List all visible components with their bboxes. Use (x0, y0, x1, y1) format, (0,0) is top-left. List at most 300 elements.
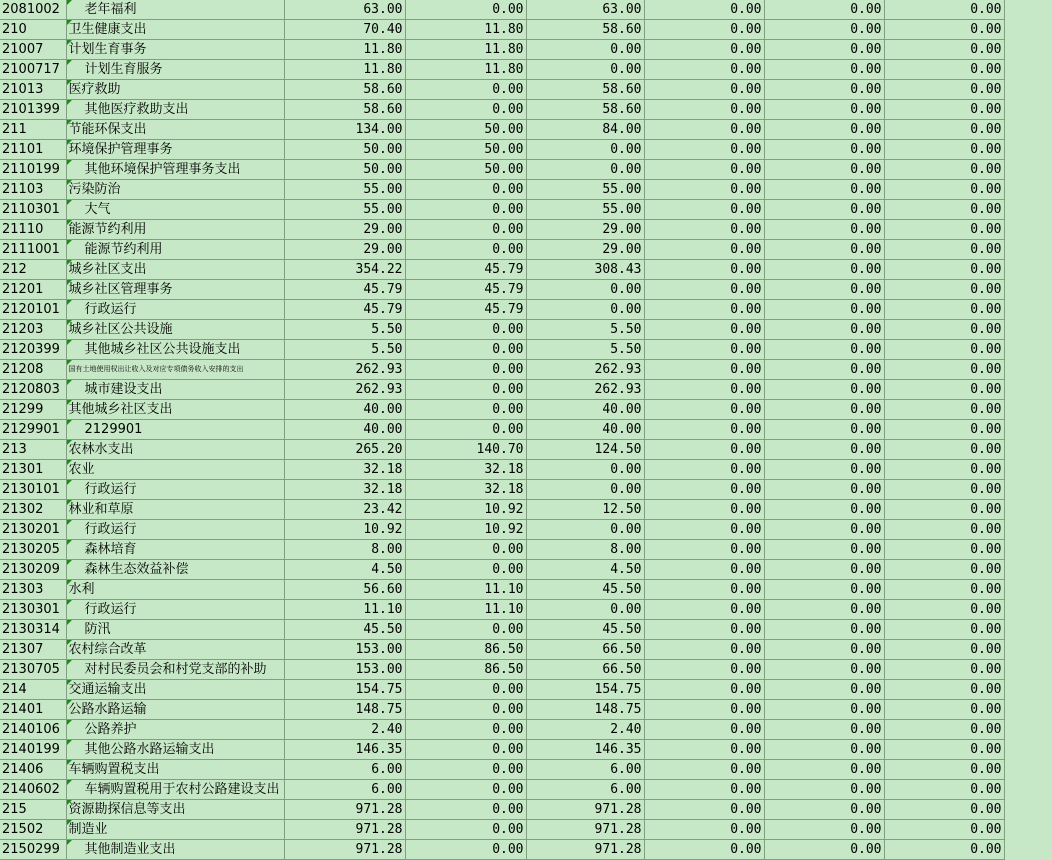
cell-value[interactable]: 0.00 (764, 520, 884, 540)
cell-value[interactable]: 0.00 (764, 260, 884, 280)
cell-value[interactable]: 0.00 (884, 200, 1004, 220)
cell-value[interactable]: 0.00 (884, 840, 1004, 860)
cell-value[interactable]: 32.18 (405, 460, 526, 480)
cell-code[interactable]: 21406 (0, 760, 66, 780)
cell-name[interactable] (66, 700, 284, 720)
cell-value[interactable]: 0.00 (644, 500, 764, 520)
cell-value[interactable]: 58.60 (284, 80, 405, 100)
cell-value[interactable]: 63.00 (284, 0, 405, 20)
cell-value[interactable]: 50.00 (284, 140, 405, 160)
cell-name[interactable] (66, 140, 284, 160)
cell-name[interactable] (66, 500, 284, 520)
cell-value[interactable]: 40.00 (526, 400, 644, 420)
cell-value[interactable]: 0.00 (884, 340, 1004, 360)
cell-value[interactable]: 153.00 (284, 660, 405, 680)
cell-value[interactable]: 0.00 (764, 280, 884, 300)
cell-name[interactable] (66, 340, 284, 360)
cell-value[interactable]: 11.10 (405, 580, 526, 600)
cell-value[interactable]: 0.00 (764, 200, 884, 220)
cell-code[interactable]: 2130101 (0, 480, 66, 500)
cell-value[interactable]: 0.00 (884, 720, 1004, 740)
cell-value[interactable]: 10.92 (284, 520, 405, 540)
cell-value[interactable]: 11.10 (284, 600, 405, 620)
cell-value[interactable]: 0.00 (764, 160, 884, 180)
cell-code[interactable]: 2110301 (0, 200, 66, 220)
cell-code[interactable]: 2120803 (0, 380, 66, 400)
cell-value[interactable]: 0.00 (884, 680, 1004, 700)
cell-value[interactable]: 4.50 (284, 560, 405, 580)
cell-value[interactable]: 971.28 (284, 840, 405, 860)
cell-value[interactable]: 0.00 (764, 600, 884, 620)
cell-value[interactable]: 0.00 (644, 320, 764, 340)
cell-value[interactable]: 0.00 (764, 340, 884, 360)
cell-value[interactable]: 0.00 (644, 20, 764, 40)
cell-name[interactable] (66, 20, 284, 40)
cell-code[interactable]: 2130205 (0, 540, 66, 560)
cell-value[interactable]: 0.00 (644, 180, 764, 200)
cell-code[interactable]: 214 (0, 680, 66, 700)
cell-code[interactable]: 21110 (0, 220, 66, 240)
cell-value[interactable]: 10.92 (405, 520, 526, 540)
cell-value[interactable]: 55.00 (526, 200, 644, 220)
cell-name[interactable] (66, 320, 284, 340)
cell-name[interactable] (66, 780, 284, 800)
cell-code[interactable]: 21303 (0, 580, 66, 600)
cell-value[interactable]: 0.00 (644, 100, 764, 120)
cell-value[interactable]: 0.00 (764, 480, 884, 500)
cell-code[interactable]: 2130301 (0, 600, 66, 620)
cell-value[interactable]: 29.00 (284, 220, 405, 240)
cell-value[interactable]: 0.00 (764, 380, 884, 400)
cell-value[interactable]: 0.00 (644, 420, 764, 440)
cell-value[interactable]: 0.00 (764, 720, 884, 740)
cell-value[interactable]: 0.00 (884, 640, 1004, 660)
cell-value[interactable]: 0.00 (644, 480, 764, 500)
cell-value[interactable]: 0.00 (526, 160, 644, 180)
cell-value[interactable]: 0.00 (405, 180, 526, 200)
cell-value[interactable]: 0.00 (644, 60, 764, 80)
cell-value[interactable]: 45.79 (405, 280, 526, 300)
cell-value[interactable]: 0.00 (405, 800, 526, 820)
cell-value[interactable]: 50.00 (405, 160, 526, 180)
cell-code[interactable]: 21203 (0, 320, 66, 340)
cell-code[interactable]: 2111001 (0, 240, 66, 260)
cell-value[interactable]: 0.00 (644, 800, 764, 820)
cell-value[interactable]: 0.00 (644, 760, 764, 780)
cell-value[interactable]: 0.00 (405, 400, 526, 420)
cell-value[interactable]: 0.00 (644, 0, 764, 20)
cell-value[interactable]: 0.00 (764, 120, 884, 140)
cell-value[interactable]: 0.00 (884, 440, 1004, 460)
cell-value[interactable]: 50.00 (284, 160, 405, 180)
cell-value[interactable]: 40.00 (526, 420, 644, 440)
cell-value[interactable]: 0.00 (644, 80, 764, 100)
cell-value[interactable]: 86.50 (405, 640, 526, 660)
cell-code[interactable]: 21307 (0, 640, 66, 660)
cell-code[interactable]: 2129901 (0, 420, 66, 440)
cell-code[interactable]: 210 (0, 20, 66, 40)
cell-value[interactable]: 29.00 (284, 240, 405, 260)
cell-value[interactable]: 29.00 (526, 240, 644, 260)
cell-name[interactable] (66, 120, 284, 140)
cell-value[interactable]: 0.00 (405, 80, 526, 100)
cell-value[interactable]: 0.00 (405, 200, 526, 220)
cell-code[interactable]: 2130705 (0, 660, 66, 680)
cell-name[interactable] (66, 440, 284, 460)
cell-name[interactable] (66, 560, 284, 580)
cell-value[interactable]: 8.00 (526, 540, 644, 560)
cell-value[interactable]: 29.00 (526, 220, 644, 240)
cell-value[interactable]: 84.00 (526, 120, 644, 140)
cell-value[interactable]: 0.00 (884, 100, 1004, 120)
cell-name[interactable] (66, 680, 284, 700)
cell-value[interactable]: 0.00 (644, 160, 764, 180)
cell-name[interactable] (66, 600, 284, 620)
cell-code[interactable]: 21502 (0, 820, 66, 840)
cell-value[interactable]: 0.00 (884, 380, 1004, 400)
cell-code[interactable]: 2140199 (0, 740, 66, 760)
cell-name[interactable] (66, 220, 284, 240)
cell-value[interactable]: 0.00 (644, 240, 764, 260)
cell-code[interactable]: 2150299 (0, 840, 66, 860)
cell-value[interactable]: 0.00 (644, 360, 764, 380)
cell-value[interactable]: 0.00 (884, 140, 1004, 160)
cell-value[interactable]: 0.00 (884, 160, 1004, 180)
cell-value[interactable]: 66.50 (526, 660, 644, 680)
cell-value[interactable]: 0.00 (884, 820, 1004, 840)
cell-value[interactable]: 6.00 (526, 780, 644, 800)
cell-code[interactable]: 21302 (0, 500, 66, 520)
cell-value[interactable]: 0.00 (644, 340, 764, 360)
cell-value[interactable]: 0.00 (644, 660, 764, 680)
cell-value[interactable]: 0.00 (884, 560, 1004, 580)
cell-value[interactable]: 0.00 (764, 840, 884, 860)
cell-value[interactable]: 0.00 (644, 700, 764, 720)
cell-value[interactable]: 55.00 (284, 200, 405, 220)
cell-value[interactable]: 0.00 (884, 280, 1004, 300)
cell-value[interactable]: 86.50 (405, 660, 526, 680)
cell-value[interactable]: 11.10 (405, 600, 526, 620)
cell-name[interactable] (66, 460, 284, 480)
cell-value[interactable]: 0.00 (764, 580, 884, 600)
cell-value[interactable]: 0.00 (884, 260, 1004, 280)
cell-value[interactable]: 0.00 (405, 540, 526, 560)
cell-value[interactable]: 154.75 (526, 680, 644, 700)
cell-value[interactable]: 265.20 (284, 440, 405, 460)
cell-value[interactable]: 0.00 (764, 400, 884, 420)
cell-value[interactable]: 0.00 (764, 180, 884, 200)
cell-code[interactable]: 2130314 (0, 620, 66, 640)
cell-value[interactable]: 0.00 (884, 360, 1004, 380)
cell-value[interactable]: 0.00 (644, 740, 764, 760)
cell-value[interactable]: 0.00 (644, 600, 764, 620)
cell-code[interactable]: 21301 (0, 460, 66, 480)
cell-code[interactable]: 2101399 (0, 100, 66, 120)
cell-value[interactable]: 0.00 (764, 440, 884, 460)
cell-value[interactable]: 0.00 (644, 580, 764, 600)
cell-value[interactable]: 0.00 (884, 400, 1004, 420)
cell-name[interactable] (66, 760, 284, 780)
cell-name[interactable] (66, 540, 284, 560)
cell-name[interactable] (66, 840, 284, 860)
cell-value[interactable]: 0.00 (644, 220, 764, 240)
cell-value[interactable]: 0.00 (764, 100, 884, 120)
cell-value[interactable]: 0.00 (526, 520, 644, 540)
cell-value[interactable]: 6.00 (284, 760, 405, 780)
cell-code[interactable]: 21013 (0, 80, 66, 100)
cell-value[interactable]: 0.00 (526, 60, 644, 80)
cell-value[interactable]: 0.00 (644, 620, 764, 640)
cell-value[interactable]: 971.28 (526, 800, 644, 820)
cell-value[interactable]: 0.00 (764, 620, 884, 640)
cell-code[interactable]: 2081002 (0, 0, 66, 20)
cell-code[interactable]: 2140602 (0, 780, 66, 800)
cell-value[interactable]: 0.00 (884, 120, 1004, 140)
cell-value[interactable]: 0.00 (764, 500, 884, 520)
cell-value[interactable]: 0.00 (405, 720, 526, 740)
cell-value[interactable]: 58.60 (526, 80, 644, 100)
cell-code[interactable]: 21007 (0, 40, 66, 60)
cell-name[interactable] (66, 160, 284, 180)
cell-value[interactable]: 0.00 (764, 0, 884, 20)
cell-value[interactable]: 153.00 (284, 640, 405, 660)
cell-code[interactable]: 2130209 (0, 560, 66, 580)
cell-value[interactable]: 0.00 (526, 600, 644, 620)
cell-value[interactable]: 0.00 (526, 280, 644, 300)
cell-value[interactable]: 0.00 (764, 240, 884, 260)
cell-value[interactable]: 0.00 (644, 440, 764, 460)
cell-value[interactable]: 0.00 (764, 60, 884, 80)
cell-name[interactable] (66, 280, 284, 300)
cell-value[interactable]: 0.00 (526, 460, 644, 480)
cell-value[interactable]: 45.79 (405, 300, 526, 320)
cell-name[interactable] (66, 360, 284, 380)
cell-value[interactable]: 45.50 (526, 620, 644, 640)
cell-value[interactable]: 56.60 (284, 580, 405, 600)
cell-value[interactable]: 0.00 (405, 680, 526, 700)
cell-value[interactable]: 0.00 (526, 300, 644, 320)
cell-value[interactable]: 146.35 (284, 740, 405, 760)
cell-value[interactable]: 0.00 (884, 420, 1004, 440)
cell-value[interactable]: 0.00 (764, 680, 884, 700)
cell-value[interactable]: 23.42 (284, 500, 405, 520)
cell-value[interactable]: 32.18 (405, 480, 526, 500)
cell-value[interactable]: 11.80 (405, 60, 526, 80)
cell-value[interactable]: 0.00 (644, 460, 764, 480)
cell-value[interactable]: 0.00 (405, 560, 526, 580)
cell-value[interactable]: 0.00 (644, 840, 764, 860)
cell-value[interactable]: 10.92 (405, 500, 526, 520)
cell-value[interactable]: 5.50 (284, 340, 405, 360)
cell-name[interactable] (66, 260, 284, 280)
cell-value[interactable]: 0.00 (884, 240, 1004, 260)
cell-value[interactable]: 124.50 (526, 440, 644, 460)
cell-name[interactable] (66, 100, 284, 120)
cell-value[interactable]: 11.80 (405, 40, 526, 60)
cell-value[interactable]: 0.00 (405, 240, 526, 260)
cell-name[interactable] (66, 740, 284, 760)
cell-value[interactable]: 45.79 (284, 280, 405, 300)
cell-name[interactable] (66, 400, 284, 420)
cell-value[interactable]: 0.00 (644, 200, 764, 220)
cell-value[interactable]: 262.93 (284, 380, 405, 400)
cell-value[interactable]: 0.00 (644, 40, 764, 60)
cell-name[interactable] (66, 0, 284, 20)
cell-value[interactable]: 0.00 (884, 600, 1004, 620)
cell-value[interactable]: 0.00 (405, 360, 526, 380)
cell-value[interactable]: 0.00 (764, 660, 884, 680)
cell-value[interactable]: 0.00 (405, 700, 526, 720)
cell-code[interactable]: 21201 (0, 280, 66, 300)
cell-value[interactable]: 32.18 (284, 480, 405, 500)
cell-code[interactable]: 2120101 (0, 300, 66, 320)
cell-value[interactable]: 148.75 (284, 700, 405, 720)
cell-value[interactable]: 0.00 (884, 780, 1004, 800)
cell-name[interactable] (66, 80, 284, 100)
cell-value[interactable]: 55.00 (284, 180, 405, 200)
cell-value[interactable]: 0.00 (764, 780, 884, 800)
cell-value[interactable]: 0.00 (405, 820, 526, 840)
cell-value[interactable]: 262.93 (526, 360, 644, 380)
cell-value[interactable]: 0.00 (405, 740, 526, 760)
cell-value[interactable]: 58.60 (526, 100, 644, 120)
cell-value[interactable]: 971.28 (284, 820, 405, 840)
cell-value[interactable]: 971.28 (284, 800, 405, 820)
cell-value[interactable]: 0.00 (405, 0, 526, 20)
cell-name[interactable] (66, 720, 284, 740)
cell-value[interactable]: 0.00 (884, 760, 1004, 780)
cell-value[interactable]: 354.22 (284, 260, 405, 280)
cell-name[interactable] (66, 200, 284, 220)
cell-value[interactable]: 45.79 (405, 260, 526, 280)
cell-name[interactable] (66, 480, 284, 500)
cell-value[interactable]: 0.00 (405, 420, 526, 440)
cell-code[interactable]: 2140106 (0, 720, 66, 740)
cell-value[interactable]: 0.00 (884, 520, 1004, 540)
cell-value[interactable]: 50.00 (405, 140, 526, 160)
cell-code[interactable]: 2100717 (0, 60, 66, 80)
cell-value[interactable]: 0.00 (405, 620, 526, 640)
cell-code[interactable]: 212 (0, 260, 66, 280)
cell-value[interactable]: 0.00 (884, 540, 1004, 560)
cell-value[interactable]: 0.00 (764, 740, 884, 760)
cell-value[interactable]: 0.00 (644, 680, 764, 700)
cell-value[interactable]: 2.40 (284, 720, 405, 740)
cell-value[interactable]: 0.00 (405, 340, 526, 360)
cell-value[interactable]: 0.00 (884, 0, 1004, 20)
cell-name[interactable] (66, 60, 284, 80)
cell-value[interactable]: 262.93 (526, 380, 644, 400)
cell-value[interactable]: 0.00 (405, 320, 526, 340)
cell-value[interactable]: 262.93 (284, 360, 405, 380)
cell-value[interactable]: 0.00 (884, 80, 1004, 100)
cell-value[interactable]: 0.00 (764, 700, 884, 720)
cell-value[interactable]: 0.00 (644, 560, 764, 580)
cell-value[interactable]: 0.00 (644, 260, 764, 280)
cell-value[interactable]: 0.00 (884, 480, 1004, 500)
cell-value[interactable]: 0.00 (884, 60, 1004, 80)
cell-value[interactable]: 0.00 (644, 120, 764, 140)
cell-value[interactable]: 11.80 (405, 20, 526, 40)
cell-value[interactable]: 12.50 (526, 500, 644, 520)
cell-value[interactable]: 0.00 (644, 400, 764, 420)
cell-value[interactable]: 0.00 (764, 760, 884, 780)
cell-value[interactable]: 0.00 (884, 300, 1004, 320)
cell-value[interactable]: 0.00 (644, 820, 764, 840)
cell-value[interactable]: 0.00 (764, 360, 884, 380)
cell-value[interactable]: 0.00 (644, 780, 764, 800)
cell-value[interactable]: 0.00 (405, 220, 526, 240)
cell-value[interactable]: 0.00 (764, 220, 884, 240)
cell-name[interactable] (66, 580, 284, 600)
cell-value[interactable]: 134.00 (284, 120, 405, 140)
cell-value[interactable]: 6.00 (284, 780, 405, 800)
cell-code[interactable]: 21208 (0, 360, 66, 380)
cell-value[interactable]: 0.00 (884, 40, 1004, 60)
cell-value[interactable]: 5.50 (526, 340, 644, 360)
cell-value[interactable]: 0.00 (884, 220, 1004, 240)
cell-value[interactable]: 0.00 (644, 140, 764, 160)
cell-value[interactable]: 0.00 (764, 320, 884, 340)
cell-value[interactable]: 32.18 (284, 460, 405, 480)
cell-value[interactable]: 45.50 (526, 580, 644, 600)
cell-value[interactable]: 0.00 (644, 640, 764, 660)
cell-value[interactable]: 0.00 (764, 40, 884, 60)
cell-value[interactable]: 2.40 (526, 720, 644, 740)
cell-value[interactable]: 0.00 (764, 640, 884, 660)
cell-value[interactable]: 0.00 (526, 140, 644, 160)
cell-value[interactable]: 5.50 (284, 320, 405, 340)
cell-value[interactable]: 0.00 (405, 840, 526, 860)
cell-value[interactable]: 971.28 (526, 840, 644, 860)
cell-code[interactable]: 2120399 (0, 340, 66, 360)
cell-value[interactable]: 0.00 (405, 100, 526, 120)
cell-value[interactable]: 66.50 (526, 640, 644, 660)
cell-value[interactable]: 11.80 (284, 60, 405, 80)
cell-code[interactable]: 2130201 (0, 520, 66, 540)
cell-value[interactable]: 0.00 (644, 380, 764, 400)
cell-value[interactable]: 0.00 (644, 540, 764, 560)
cell-value[interactable]: 58.60 (284, 100, 405, 120)
cell-value[interactable]: 0.00 (764, 560, 884, 580)
cell-value[interactable]: 11.80 (284, 40, 405, 60)
cell-value[interactable]: 0.00 (644, 720, 764, 740)
cell-value[interactable]: 308.43 (526, 260, 644, 280)
cell-value[interactable]: 0.00 (884, 620, 1004, 640)
cell-value[interactable]: 58.60 (526, 20, 644, 40)
cell-name[interactable] (66, 620, 284, 640)
cell-value[interactable]: 0.00 (764, 420, 884, 440)
cell-value[interactable]: 0.00 (884, 180, 1004, 200)
cell-value[interactable]: 0.00 (884, 800, 1004, 820)
cell-value[interactable]: 0.00 (764, 800, 884, 820)
cell-value[interactable]: 50.00 (405, 120, 526, 140)
cell-value[interactable]: 0.00 (526, 480, 644, 500)
cell-code[interactable]: 21103 (0, 180, 66, 200)
cell-value[interactable]: 0.00 (405, 760, 526, 780)
cell-name[interactable] (66, 420, 284, 440)
cell-value[interactable]: 70.40 (284, 20, 405, 40)
cell-value[interactable]: 0.00 (764, 20, 884, 40)
cell-value[interactable]: 0.00 (884, 500, 1004, 520)
cell-value[interactable]: 0.00 (644, 520, 764, 540)
cell-value[interactable]: 5.50 (526, 320, 644, 340)
cell-value[interactable]: 0.00 (644, 300, 764, 320)
cell-value[interactable]: 148.75 (526, 700, 644, 720)
cell-value[interactable]: 0.00 (764, 80, 884, 100)
cell-value[interactable]: 40.00 (284, 400, 405, 420)
cell-code[interactable]: 215 (0, 800, 66, 820)
